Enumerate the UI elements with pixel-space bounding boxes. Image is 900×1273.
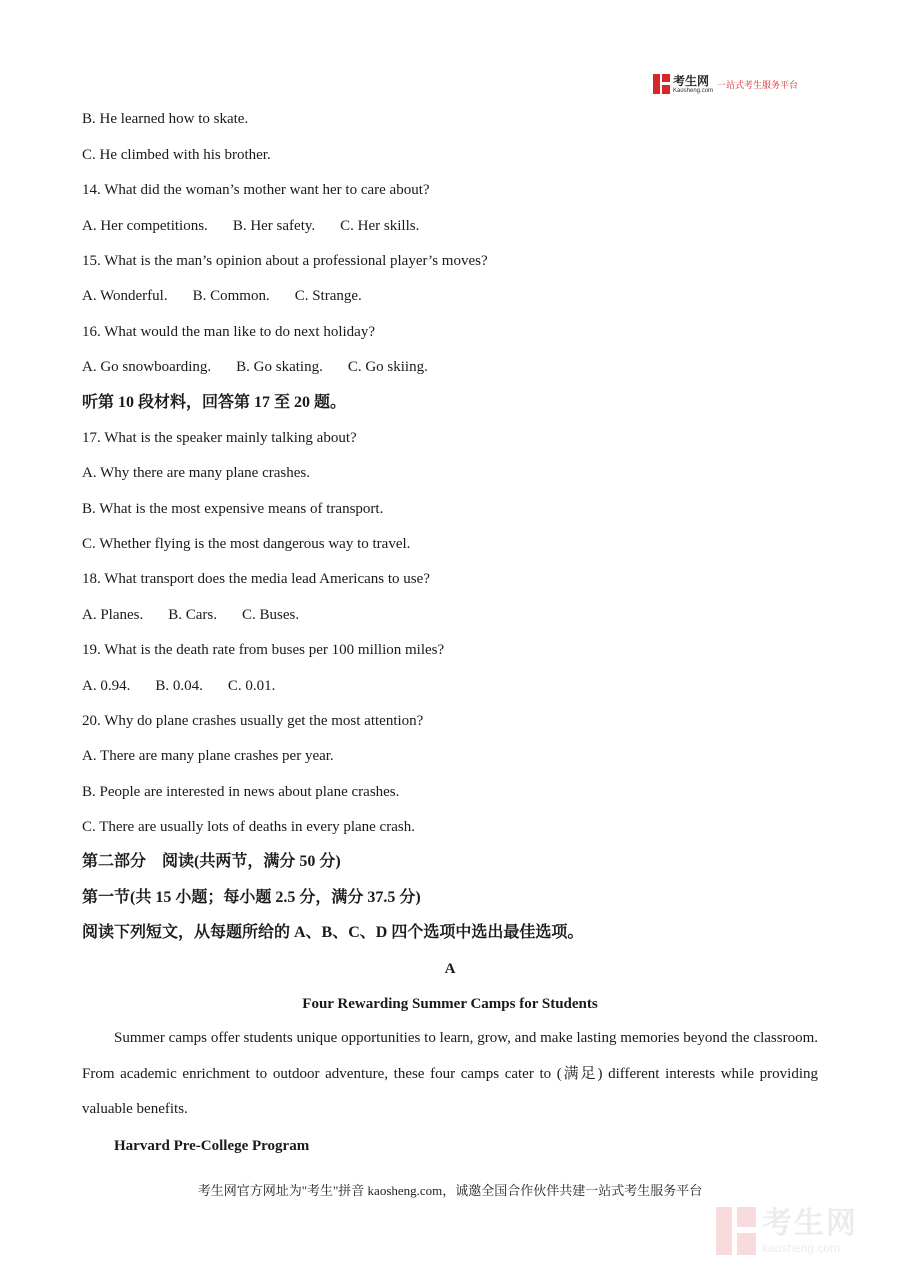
watermark [716,1206,858,1256]
question-20: 20. Why do plane crashes usually get the most attention? [82,713,424,729]
question-16: 16. What would the man like to do next holiday? [82,324,375,340]
passage-title: Four Rewarding Summer Camps for Students [302,996,598,1012]
passage-letter: A [444,961,456,977]
question-17-option-a: A. Why there are many plane crashes. [82,465,310,481]
question-15-options [82,286,387,306]
question-14: 14. What did the woman’s mother want her to care about? [82,182,430,198]
option: B. Go skating. [236,359,323,375]
question-18-options [82,605,324,625]
logo-url: Kaosheng.com [673,87,714,94]
option: B. Cars. [168,607,217,623]
page-footer: 考生网官方网址为"考生"拼音 kaosheng.com，诚邀全国合作伙伴共建一站式考生服务平台 [197,1183,703,1198]
reading-instruction: 阅读下列短文，从每题所给的 A、B、C、D 四个选项中选出最佳选项。 [82,924,584,941]
section-1-heading: 第一节(共 15 小题；每小题 2.5 分，满分 37.5 分) [82,889,421,906]
option-b-q13: B. He learned how to skate. [82,111,249,127]
passage-subheading: Harvard Pre-College Program [114,1138,310,1154]
kaosheng-logo-icon [653,74,670,94]
question-17: 17. What is the speaker mainly talking about? [82,430,357,446]
watermark-url: kaosheng.com [762,1240,841,1255]
option: A. Her competitions. [82,218,208,234]
logo-slogan: 一站式考生服务平台 [717,80,799,91]
question-19-options [82,676,300,696]
watermark-name: 考生网 [762,1205,858,1241]
question-16-options [82,357,453,377]
question-18: 18. What transport does the media lead Americans to use? [82,571,430,587]
option: C. 0.01. [227,678,276,694]
question-17-option-c: C. Whether flying is the most dangerous way to travel. [82,536,411,552]
section-10-heading: 听第 10 段材料，回答第 17 至 20 题。 [82,394,347,411]
option: B. 0.04. [155,678,203,694]
question-19: 19. What is the death rate from buses per 100 million miles? [82,642,445,658]
question-20-option-c: C. There are usually lots of deaths in every plane crash. [82,819,415,835]
option: C. Buses. [242,607,300,623]
option: C. Go skiing. [347,359,428,375]
option: B. Common. [192,288,270,304]
header-logo [653,72,798,96]
question-20-option-b: B. People are interested in news about plane crashes. [82,784,400,800]
kaosheng-watermark-icon [716,1207,756,1255]
logo-name: 考生网 [673,73,710,88]
option: C. Strange. [294,288,362,304]
option: C. Her skills. [340,218,420,234]
part-2-heading: 第二部分 阅读(共两节，满分 50 分) [82,853,341,870]
question-17-option-b: B. What is the most expensive means of transport. [82,501,384,517]
question-15: 15. What is the man’s opinion about a professional player’s moves? [82,253,488,269]
question-20-option-a: A. There are many plane crashes per year. [82,748,334,764]
option: A. Wonderful. [82,288,168,304]
option: A. 0.94. [82,678,131,694]
option-c-q13: C. He climbed with his brother. [82,147,271,163]
option: A. Go snowboarding. [82,359,212,375]
option: A. Planes. [82,607,144,623]
passage-body: Summer camps offer students unique opportunities to learn, grow, and make lasting memories beyond the classroom. From academic enrichment to outdoor adventure, these four camps cater to (满足) different interests while providing valuable benefits. [82,1030,818,1117]
question-14-options [82,216,444,236]
option: B. Her safety. [232,218,316,234]
